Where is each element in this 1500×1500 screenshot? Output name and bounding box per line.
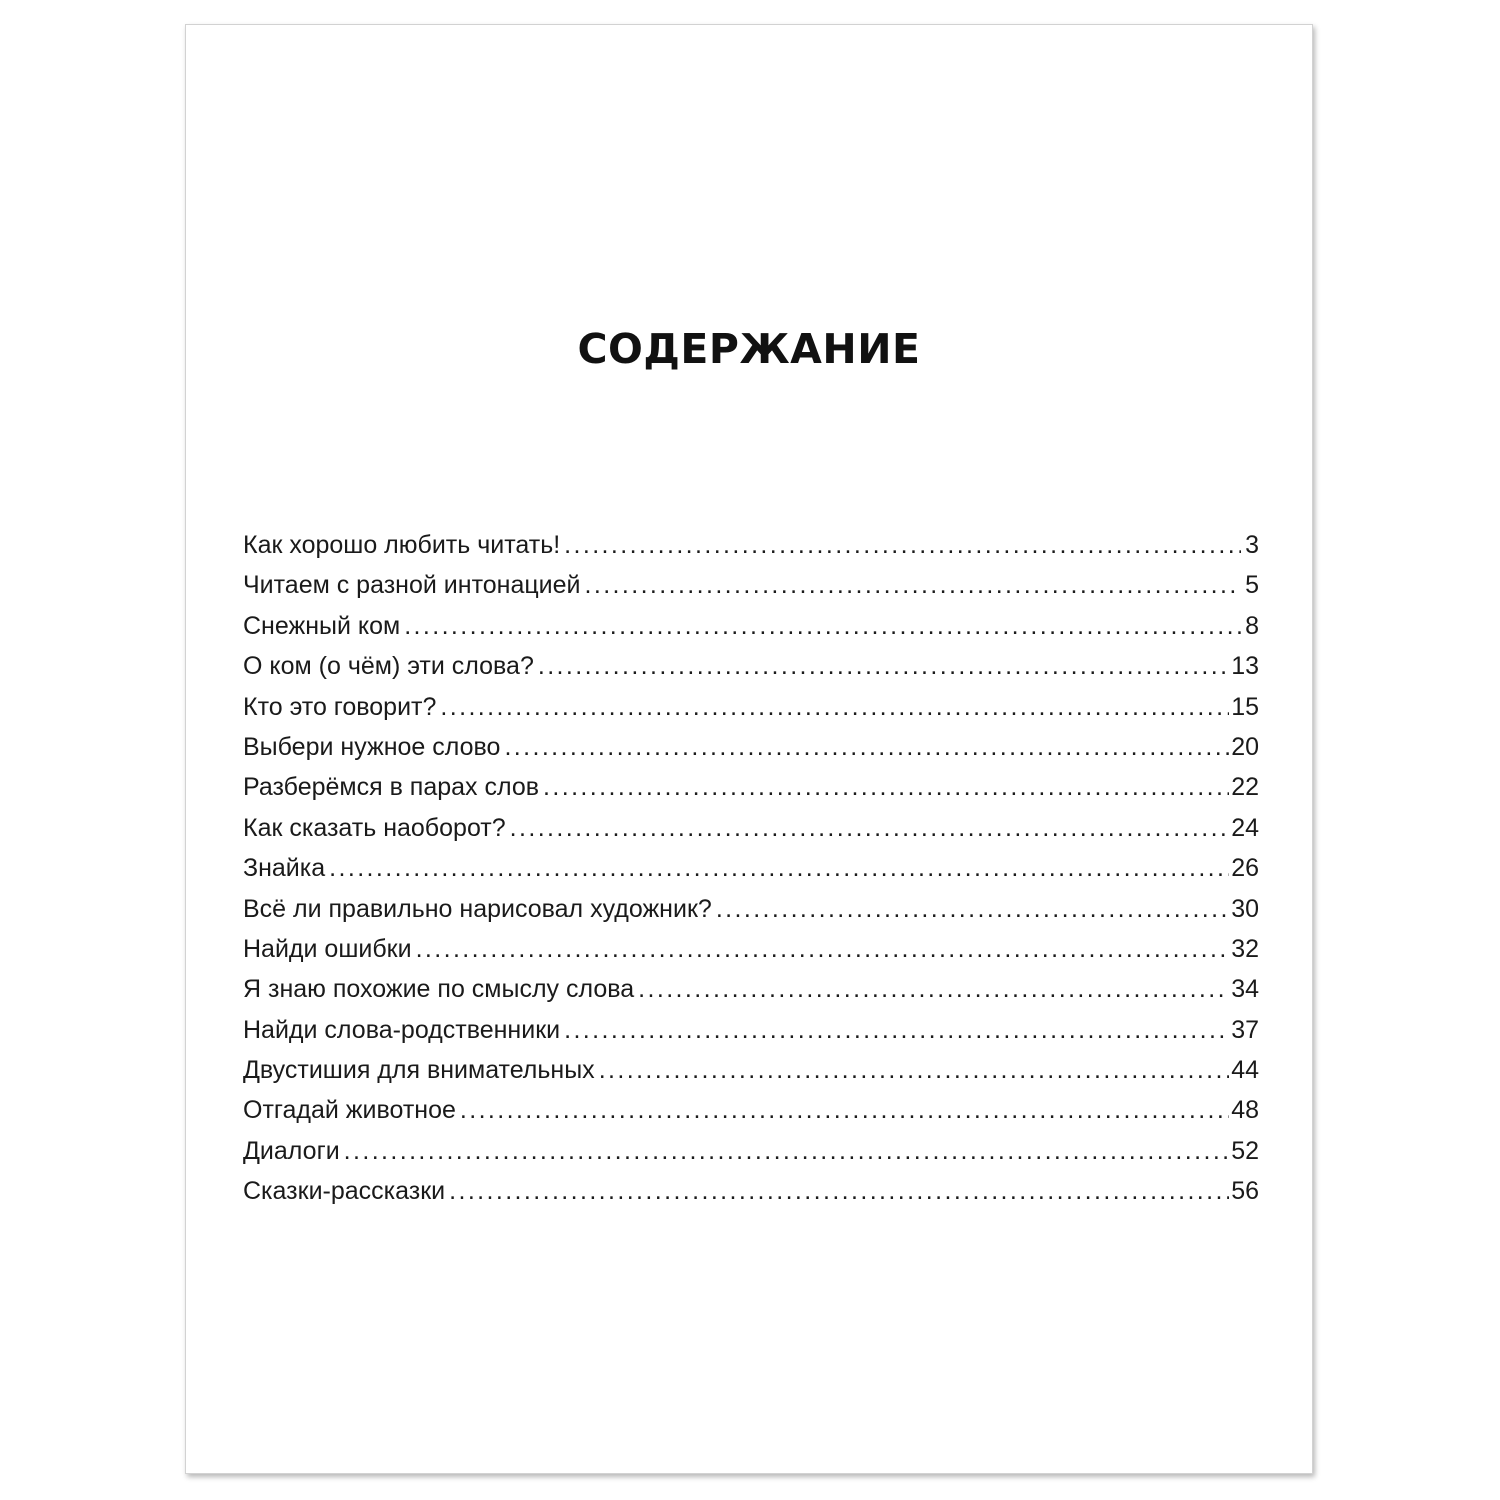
- toc-entry-title: Найди слова-родственники: [243, 1015, 561, 1044]
- toc-entry-page: 22: [1231, 773, 1259, 802]
- toc-entry: [243, 814, 1259, 854]
- dot-leader: [543, 773, 1229, 802]
- toc-entry-title: Как сказать наоборот?: [243, 813, 506, 842]
- page-title: СОДЕРЖАНИЕ: [577, 325, 921, 373]
- toc-entry-title: О ком (о чём) эти слова?: [243, 652, 534, 681]
- dot-leader: [538, 652, 1229, 681]
- toc-entry: [243, 531, 1259, 571]
- toc-entry: [243, 1137, 1259, 1177]
- toc-entry-title: Разберёмся в парах слов: [243, 773, 540, 802]
- toc-entry-title: Читаем с разной интонацией: [243, 571, 581, 600]
- toc-entry-page: 13: [1231, 652, 1259, 681]
- dot-leader: [564, 1016, 1229, 1045]
- dot-leader: [504, 733, 1229, 762]
- toc-entry: [243, 935, 1259, 975]
- toc-entry: [243, 571, 1259, 611]
- toc-entry-page: 8: [1245, 611, 1259, 640]
- toc-entry-page: 5: [1245, 571, 1259, 600]
- toc-entry: [243, 693, 1259, 733]
- toc-entry-page: 26: [1231, 854, 1259, 883]
- toc-entry-page: 56: [1231, 1177, 1259, 1206]
- toc-entry: [243, 1096, 1259, 1136]
- toc-entry-title: Диалоги: [243, 1136, 340, 1165]
- toc-entry-title: Знайка: [243, 854, 326, 883]
- toc-entry-title: Я знаю похожие по смыслу слова: [243, 975, 635, 1004]
- toc-entry-page: 20: [1231, 732, 1259, 761]
- toc-entry-page: 24: [1231, 813, 1259, 842]
- toc-entry-page: 44: [1231, 1056, 1259, 1085]
- dot-leader: [564, 531, 1241, 560]
- dot-leader: [416, 935, 1230, 964]
- table-of-contents: [243, 531, 1259, 1218]
- toc-entry-title: Всё ли правильно нарисовал художник?: [243, 894, 712, 923]
- dot-leader: [449, 1177, 1229, 1206]
- toc-entry: [243, 975, 1259, 1015]
- toc-entry-page: 30: [1231, 894, 1259, 923]
- toc-entry: [243, 733, 1259, 773]
- toc-entry: [243, 773, 1259, 813]
- toc-entry: [243, 895, 1259, 935]
- toc-entry-page: 37: [1231, 1015, 1259, 1044]
- toc-entry-title: Кто это говорит?: [243, 692, 437, 721]
- dot-leader: [716, 895, 1229, 924]
- toc-entry-page: 52: [1231, 1136, 1259, 1165]
- toc-entry: [243, 612, 1259, 652]
- toc-entry: [243, 652, 1259, 692]
- toc-entry-page: 3: [1245, 531, 1259, 559]
- toc-entry-page: 32: [1231, 934, 1259, 963]
- toc-entry: [243, 854, 1259, 894]
- toc-entry: [243, 1056, 1259, 1096]
- toc-entry-title: Выбери нужное слово: [243, 732, 501, 761]
- toc-entry: [243, 1177, 1259, 1217]
- toc-entry-title: Как хорошо любить читать!: [243, 531, 561, 559]
- dot-leader: [638, 975, 1229, 1004]
- toc-entry-title: Сказки-рассказки: [243, 1177, 446, 1206]
- toc-entry-title: Найди ошибки: [243, 934, 412, 963]
- dot-leader: [344, 1137, 1230, 1166]
- toc-entry-page: 48: [1231, 1096, 1259, 1125]
- dot-leader: [510, 814, 1230, 843]
- toc-entry: [243, 1016, 1259, 1056]
- toc-entry-title: Двустишия для внимательных: [243, 1056, 595, 1085]
- toc-entry-page: 15: [1231, 692, 1259, 721]
- toc-entry-page: 34: [1231, 975, 1259, 1004]
- dot-leader: [404, 612, 1241, 641]
- toc-entry-title: Отгадай животное: [243, 1096, 456, 1125]
- dot-leader: [440, 693, 1229, 722]
- dot-leader: [599, 1056, 1230, 1085]
- dot-leader: [329, 854, 1229, 883]
- dot-leader: [585, 571, 1242, 600]
- toc-entry-title: Снежный ком: [243, 611, 401, 640]
- document-page: [185, 24, 1313, 1474]
- dot-leader: [460, 1096, 1229, 1125]
